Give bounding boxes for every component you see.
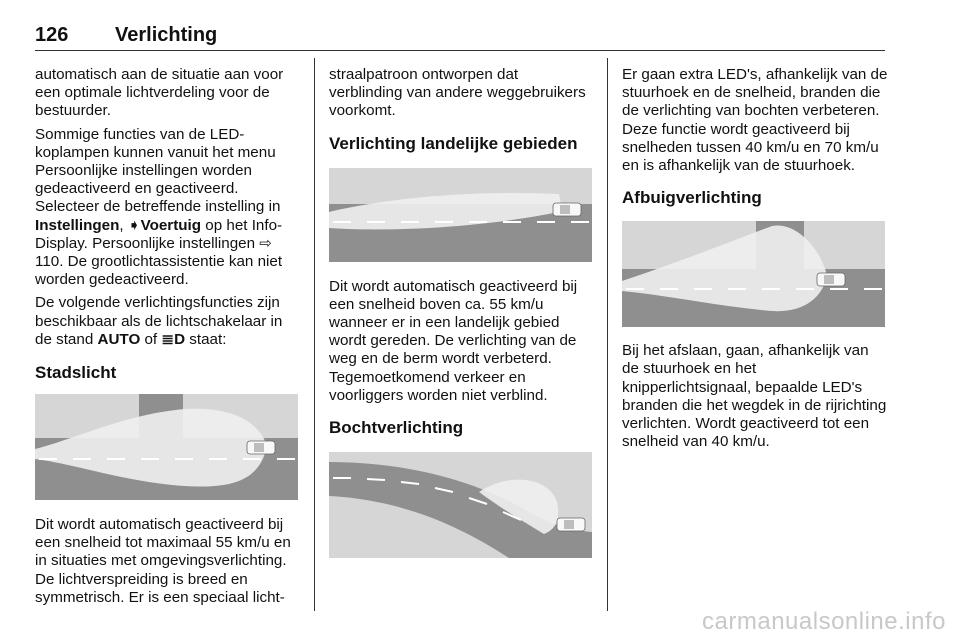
paragraph bbox=[35, 126, 300, 290]
section-heading: Verlichting landelijke gebieden bbox=[329, 133, 578, 153]
paragraph: straalpatroon ontworpen dat verblinding van andere weggebruikers voorkomt. bbox=[329, 66, 586, 120]
paragraph: Dit wordt automatisch geactiveerd bij een snelheid tot maximaal 55 km/u en in situaties met omgevingsverlichting. De lichtverspreiding is breed en symmetrisch. Er is een speciaal licht- bbox=[35, 516, 291, 606]
watermark: carmanualsonline.info bbox=[702, 608, 946, 635]
text-run: 110. De grootlichtassistentie kan niet worden gedeactiveerd. bbox=[35, 253, 283, 289]
column-divider bbox=[607, 58, 608, 611]
text-run: , bbox=[119, 216, 128, 234]
paragraph: automatisch aan de situatie aan voor een optimale lichtverdeling voor de bestuurder. bbox=[35, 66, 284, 120]
page-reference-icon: ⇨ bbox=[259, 234, 273, 252]
arrow-right-icon: ➧ bbox=[127, 216, 141, 234]
paragraph: Dit wordt automatisch geactiveerd bij een snelheid boven ca. 55 km/u wanneer er in een landelijk gebied wordt gereden. De verlichting van de weg en de berm wordt verbeterd. Tegemoetkomend verkeer en voorliggers worden niet verblind. bbox=[329, 277, 578, 404]
column-2 bbox=[329, 66, 594, 558]
paragraph: Bij het afslaan, gaan, afhankelijk van de stuurhoek en het knipperlichtsignaal, bepaalde LED's branden die het wegdek in de rijrichting verlichten. Wordt geactiveerd tot een snelheid van 40 km/u. bbox=[622, 342, 887, 451]
column-1 bbox=[35, 66, 300, 612]
text-run: Sommige functies van de LED-koplampen kunnen vanuit het menu Persoonlijke instellingen worden gedeactiveerd en geactiveerd. Selecteer de betreffende instelling in bbox=[35, 125, 281, 216]
menu-term-instellingen: Instellingen bbox=[35, 216, 120, 234]
text-run: staat: bbox=[185, 330, 227, 348]
column-divider bbox=[314, 58, 315, 611]
city-light-illustration bbox=[35, 394, 298, 500]
cornering-light-illustration bbox=[622, 221, 885, 327]
section-heading: Afbuigverlichting bbox=[622, 188, 762, 208]
switch-position-auto: AUTO bbox=[97, 330, 141, 348]
page-header bbox=[35, 24, 885, 51]
text-run: of bbox=[140, 330, 162, 348]
headlight-icon: ≣D bbox=[161, 330, 186, 348]
paragraph: Er gaan extra LED's, afhankelijk van de stuurhoek en de snelheid, branden die de verlichting van bochten verbeteren. Deze functie wordt geactiveerd bij snelheden tussen 40 km/u en 70 km/u en is afhankelijk van de stuurhoek. bbox=[622, 66, 888, 175]
page-title: Verlichting bbox=[115, 24, 218, 46]
section-heading: Stadslicht bbox=[35, 363, 117, 383]
text-run: De volgende verlichtingsfuncties zijn beschikbaar als de lichtschakelaar in de stand bbox=[35, 294, 283, 348]
menu-term-voertuig: Voertuig bbox=[140, 216, 202, 234]
paragraph bbox=[35, 294, 300, 349]
column-3 bbox=[622, 66, 888, 456]
country-light-illustration bbox=[329, 168, 592, 262]
curve-light-illustration bbox=[329, 452, 592, 558]
text-run: op het Info-Display. Persoonlijke instellingen bbox=[35, 216, 283, 252]
section-heading: Bochtverlichting bbox=[329, 418, 464, 438]
page-number: 126 bbox=[35, 24, 69, 46]
